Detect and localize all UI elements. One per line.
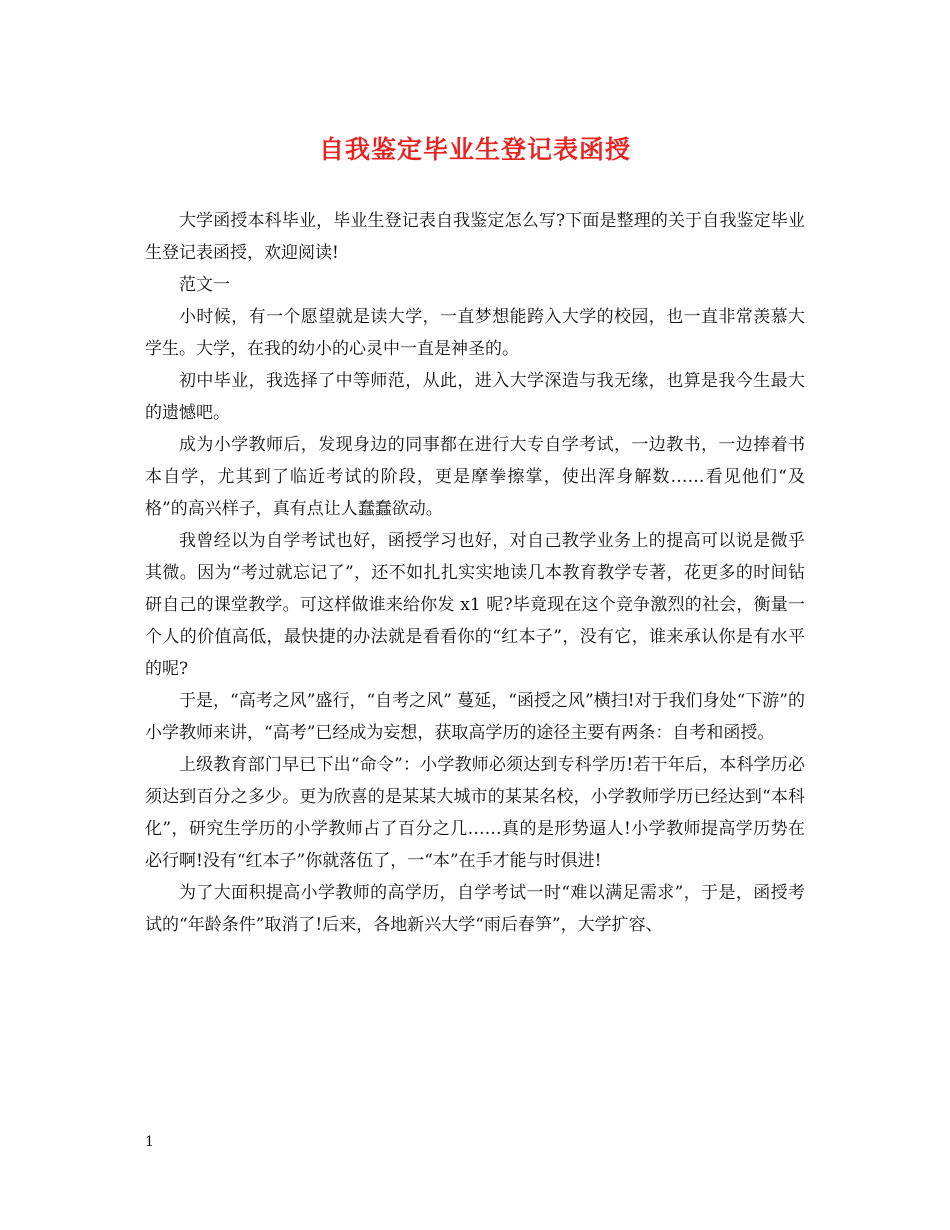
paragraph: 成为小学教师后，发现身边的同事都在进行大专自学考试，一边教书，一边捧着书本自学，尤其到了临近考试的阶段，更是摩拳擦掌，使出浑身解数……看见他们“及格”的高兴样子，真有点让人蠢蠢欲动。	[145, 435, 805, 519]
paragraph: 我曾经以为自学考试也好，函授学习也好，对自己教学业务上的提高可以说是微乎其微。因为“考过就忘记了”，还不如扎扎实实地读几本教育教学专著，花更多的时间钻研自己的课堂教学。可这样做谁来给你发 x1 呢?毕竟现在这个竞争激烈的社会，衡量一个人的价值高低，最快捷的办法就是看看你的“红本子”，没有它，谁来承认你是有水平的呢?	[145, 531, 805, 679]
paragraph: 上级教育部门早已下出“命令”：小学教师必须达到专科学历!若干年后，本科学历必须达到百分之多少。更为欣喜的是某某大城市的某某名校，小学教师学历已经达到“本科化”，研究生学历的小学教师占了百分之几……真的是形势逼人!小学教师提高学历势在必行啊!没有“红本子”你就落伍了，一“本”在手才能与时俱进!	[145, 755, 805, 871]
paragraph: 为了大面积提高小学教师的高学历，自学考试一时“难以满足需求”，于是，函授考试的“年龄条件”取消了!后来，各地新兴大学“雨后春笋”，大学扩容、	[145, 883, 805, 935]
paragraph: 初中毕业，我选择了中等师范，从此，进入大学深造与我无缘，也算是我今生最大的遗憾吧。	[145, 371, 805, 423]
paragraph-intro: 大学函授本科毕业，毕业生登记表自我鉴定怎么写?下面是整理的关于自我鉴定毕业生登记表函授，欢迎阅读!	[145, 211, 805, 263]
paragraph-sample-heading: 范文一	[179, 275, 230, 295]
paragraph: 小时候，有一个愿望就是读大学，一直梦想能跨入大学的校园，也一直非常羡慕大学生。大学，在我的幼小的心灵中一直是神圣的。	[145, 307, 805, 359]
document-title: 自我鉴定毕业生登记表函授	[318, 135, 631, 164]
document-body	[145, 205, 805, 941]
paragraph: 于是，“高考之风”盛行，“自考之风” 蔓延，“函授之风”横扫!对于我们身处“下游”的小学教师来讲，“高考”已经成为妄想，获取高学历的途径主要有两条：自考和函授。	[145, 691, 805, 743]
page-number: 1	[145, 1134, 154, 1150]
